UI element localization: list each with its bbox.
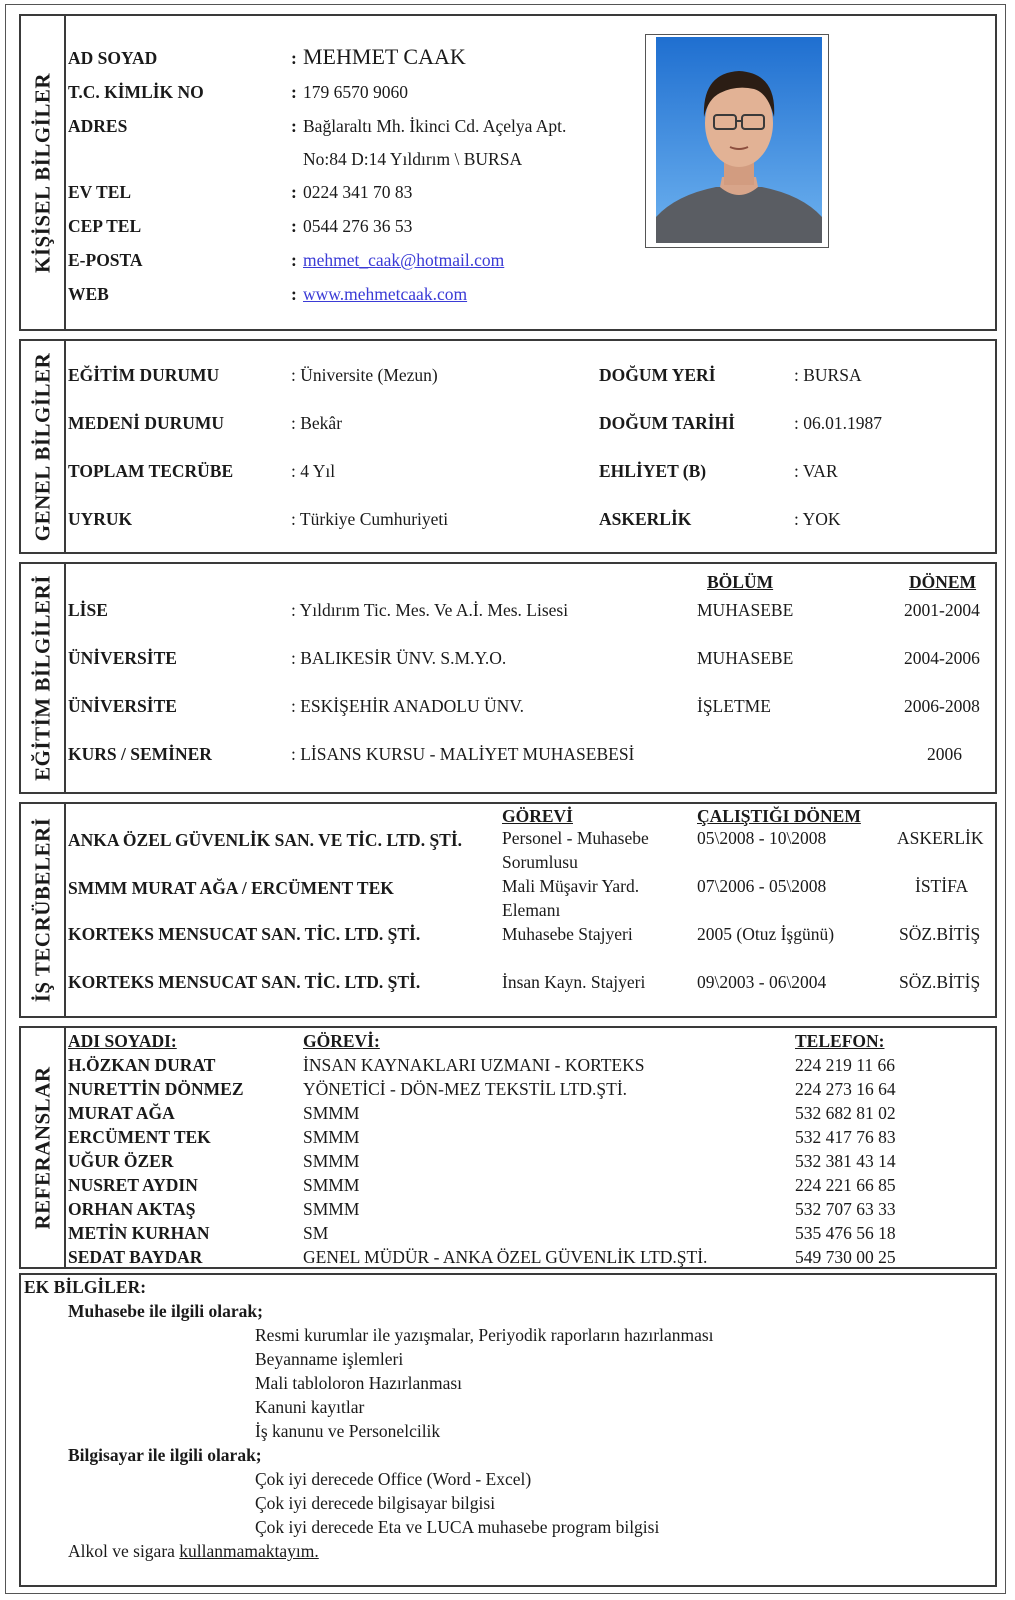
ref-role: SMMM [303,1127,360,1147]
email-link[interactable]: mehmet_caak@hotmail.com [303,250,505,270]
ref-phone: 224 221 66 85 [795,1175,896,1195]
id-number: 179 6570 9060 [303,82,408,102]
accounting-item: Kanuni kayıtlar [255,1397,365,1417]
mobile-phone-label: CEP TEL [68,216,142,236]
experience-sidebar [21,804,66,1016]
job-period: 05\2008 - 10\2008 [697,828,827,848]
edu-row-department: MUHASEBE [697,648,794,668]
job-role-continued: Elemanı [502,900,561,920]
id-label: T.C. KİMLİK NO [68,82,204,102]
references-section-title: REFERANSLAR [30,1065,54,1230]
accounting-item: Mali tabloloron Hazırlanması [255,1373,463,1393]
edu-row-school: : Yıldırım Tic. Mes. Ve A.İ. Mes. Lisesi [291,600,569,620]
work-period-header: ÇALIŞTIĞI DÖNEM [697,806,861,826]
ref-phone: 532 707 63 33 [795,1199,896,1219]
computer-item: Çok iyi derecede Eta ve LUCA muhasebe program bilgisi [255,1517,660,1537]
ref-role: SM [303,1223,329,1243]
experience-section [19,802,997,1018]
accounting-item: İş kanunu ve Personelcilik [255,1421,441,1441]
job-leave-reason: ASKERLİK [897,828,984,848]
job-period: 2005 (Otuz İşgünü) [697,924,835,944]
mobile-phone-colon: : [291,216,297,236]
ref-role: İNSAN KAYNAKLARI UZMANI - KORTEKS [303,1055,645,1075]
nationality-value: : Türkiye Cumhuriyeti [291,509,449,529]
id-colon: : [291,82,297,102]
job-role: Personel - Muhasebe [502,828,649,848]
ref-role: GENEL MÜDÜR - ANKA ÖZEL GÜVENLİK LTD.ŞTİ. [303,1247,708,1267]
computer-subtitle: Bilgisayar ile ilgili olarak; [68,1445,262,1465]
home-phone: 0224 341 70 83 [303,182,413,202]
closing-note-text: Alkol ve sigara [68,1541,180,1561]
birth-date-label: DOĞUM TARİHİ [599,413,735,433]
ref-phone: 532 381 43 14 [795,1151,896,1171]
ref-name: H.ÖZKAN DURAT [68,1055,216,1075]
ref-phone: 224 273 16 64 [795,1079,896,1099]
ref-role: SMMM [303,1199,360,1219]
edu-row-department: İŞLETME [697,696,771,716]
edu-row-period: 2001-2004 [904,600,980,620]
personal-section-title: KİŞİSEL BİLGİLER [30,72,54,273]
profile-photo-frame [645,34,829,248]
accounting-subtitle: Muhasebe ile ilgili olarak; [68,1301,263,1321]
closing-note [68,1541,319,1562]
education-status-label: EĞİTİM DURUMU [68,365,220,385]
experience-section-title: İŞ TECRÜBELERİ [30,817,54,1003]
nationality-label: UYRUK [68,509,133,529]
edu-row-label: ÜNİVERSİTE [68,696,177,716]
ref-role: YÖNETİCİ - DÖN-MEZ TEKSTİL LTD.ŞTİ. [303,1079,628,1099]
name-label: AD SOYAD [68,48,158,68]
birth-date-value: : 06.01.1987 [794,413,882,433]
military-label: ASKERLİK [599,509,692,529]
email-colon: : [291,250,297,270]
ref-name: NURETTİN DÖNMEZ [68,1079,244,1099]
home-phone-colon: : [291,182,297,202]
edu-row-school: : ESKİŞEHİR ANADOLU ÜNV. [291,696,525,716]
references-section [19,1026,997,1269]
total-experience-label: TOPLAM TECRÜBE [68,461,234,481]
military-value: : YOK [794,509,841,529]
address-colon: : [291,116,297,136]
general-section-title: GENEL BİLGİLER [30,352,54,541]
edu-row-label: KURS / SEMİNER [68,744,212,764]
job-leave-reason: İSTİFA [915,876,969,896]
ref-name: NUSRET AYDIN [68,1175,198,1195]
education-status-value: : Üniversite (Mezun) [291,365,438,385]
edu-row-school: : LİSANS KURSU - MALİYET MUHASEBESİ [291,744,635,764]
personal-sidebar [21,16,66,329]
accounting-item: Beyanname işlemleri [255,1349,404,1369]
computer-item: Çok iyi derecede bilgisayar bilgisi [255,1493,496,1513]
personal-section [19,14,997,331]
ref-name: MURAT AĞA [68,1103,175,1123]
mobile-phone: 0544 276 36 53 [303,216,413,236]
job-role-continued: Sorumlusu [502,852,578,872]
full-name: MEHMET CAAK [303,44,466,69]
job-leave-reason: SÖZ.BİTİŞ [899,972,981,992]
marital-status-label: MEDENİ DURUMU [68,413,225,433]
closing-note-underlined: kullanmamaktayım. [179,1541,319,1561]
department-header: BÖLÜM [707,572,774,592]
ref-phone: 224 219 11 66 [795,1055,895,1075]
education-sidebar [21,564,66,792]
total-experience-value: : 4 Yıl [291,461,336,481]
birth-place-value: : BURSA [794,365,862,385]
job-company: KORTEKS MENSUCAT SAN. TİC. LTD. ŞTİ. [68,972,421,992]
job-leave-reason: SÖZ.BİTİŞ [899,924,981,944]
address-label: ADRES [68,116,128,136]
education-section-title: EĞİTİM BİLGİLERİ [30,575,54,781]
name-colon: : [291,48,297,68]
web-label: WEB [68,284,109,304]
ref-name-header: ADI SOYADI: [68,1031,177,1051]
job-role: İnsan Kayn. Stajyeri [502,972,646,992]
accounting-item: Resmi kurumlar ile yazışmalar, Periyodik raporların hazırlanması [255,1325,714,1345]
address-line1: Bağlaraltı Mh. İkinci Cd. Açelya Apt. [303,116,567,136]
job-company: ANKA ÖZEL GÜVENLİK SAN. VE TİC. LTD. ŞTİ. [68,830,463,850]
computer-item: Çok iyi derecede Office (Word - Excel) [255,1469,532,1489]
home-phone-label: EV TEL [68,182,132,202]
profile-photo [656,37,822,243]
job-company: SMMM MURAT AĞA / ERCÜMENT TEK [68,878,394,898]
edu-row-period: 2004-2006 [904,648,980,668]
web-colon: : [291,284,297,304]
education-section [19,562,997,794]
edu-row-label: LİSE [68,600,108,620]
ref-role: SMMM [303,1175,360,1195]
ref-name: ERCÜMENT TEK [68,1127,211,1147]
edu-row-school: : BALIKESİR ÜNV. S.M.Y.O. [291,648,507,668]
edu-row-period: 2006 [927,744,962,764]
ref-name: ORHAN AKTAŞ [68,1199,196,1219]
job-period: 07\2006 - 05\2008 [697,876,827,896]
ref-phone-header: TELEFON: [795,1031,885,1051]
extra-info-title: EK BİLGİLER: [24,1277,147,1297]
role-header: GÖREVİ [502,806,573,826]
job-period: 09\2003 - 06\2004 [697,972,827,992]
edu-row-label: ÜNİVERSİTE [68,648,177,668]
ref-phone: 549 730 00 25 [795,1247,896,1267]
marital-status-value: : Bekâr [291,413,343,433]
ref-name: UĞUR ÖZER [68,1151,174,1171]
job-role: Mali Müşavir Yard. [502,876,640,896]
ref-phone: 532 682 81 02 [795,1103,896,1123]
period-header: DÖNEM [909,572,977,592]
ref-phone: 535 476 56 18 [795,1223,896,1243]
driving-license-value: : VAR [794,461,838,481]
extra-info-section [19,1273,997,1587]
web-link[interactable]: www.mehmetcaak.com [303,284,468,304]
ref-name: SEDAT BAYDAR [68,1247,203,1267]
edu-row-period: 2006-2008 [904,696,980,716]
references-sidebar [21,1028,66,1267]
ref-role: SMMM [303,1151,360,1171]
address-line2: No:84 D:14 Yıldırım \ BURSA [303,149,523,169]
ref-phone: 532 417 76 83 [795,1127,896,1147]
job-company: KORTEKS MENSUCAT SAN. TİC. LTD. ŞTİ. [68,924,421,944]
ref-name: METİN KURHAN [68,1223,210,1243]
edu-row-department: MUHASEBE [697,600,794,620]
email-label: E-POSTA [68,250,143,270]
general-section [19,339,997,554]
ref-role: SMMM [303,1103,360,1123]
birth-place-label: DOĞUM YERİ [599,365,716,385]
ref-role-header: GÖREVİ: [303,1031,380,1051]
job-role: Muhasebe Stajyeri [502,924,633,944]
driving-license-label: EHLİYET (B) [599,461,707,481]
general-sidebar [21,341,66,552]
